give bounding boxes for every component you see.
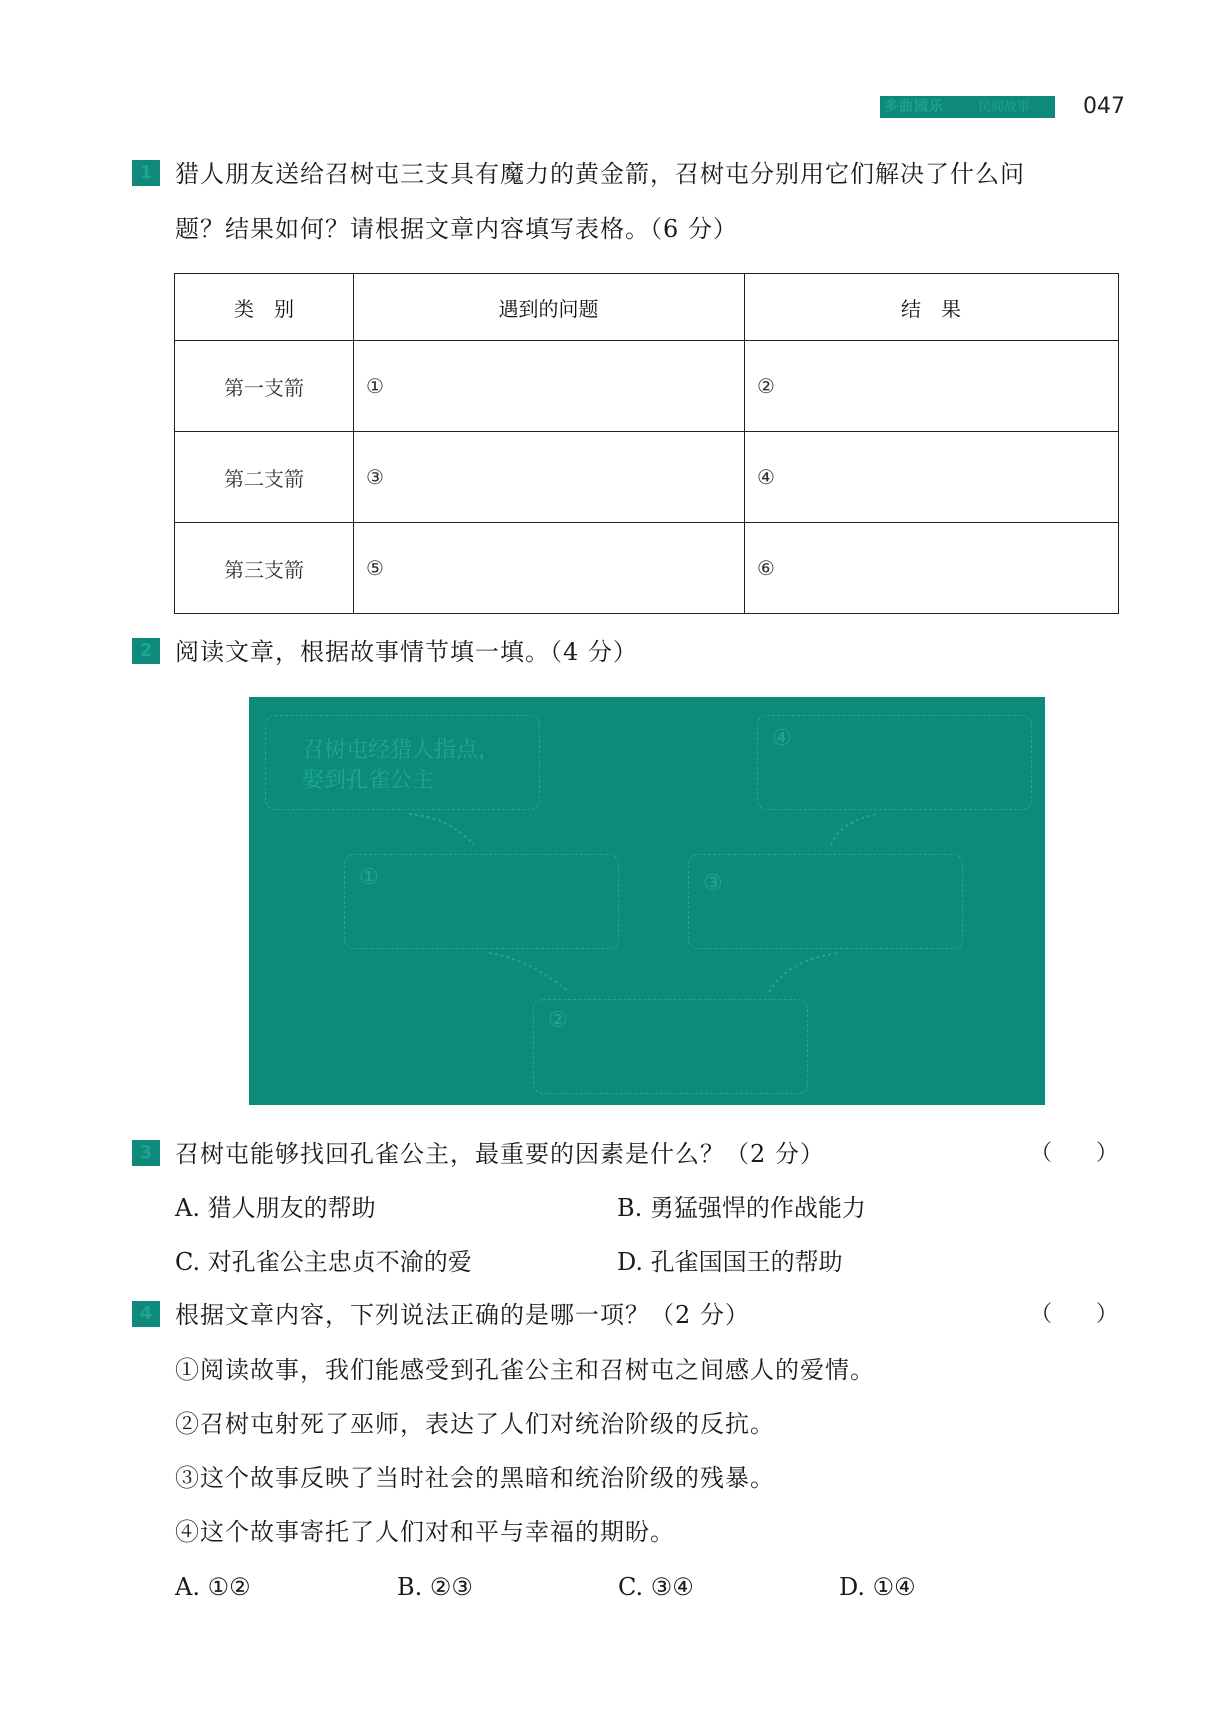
header-result: 结 果 (745, 274, 1119, 341)
table-row (175, 341, 1119, 432)
plot-diagram (249, 697, 1045, 1105)
row-label: 第一支箭 (175, 341, 354, 432)
arrow-2-to-3 (769, 953, 839, 992)
q4-statement-4: ④这个故事寄托了人们对和平与幸福的期盼。 (175, 1518, 675, 1546)
question-number-4: 4 (132, 1301, 160, 1327)
arrow-1-to-2 (489, 953, 569, 992)
diagram-arrows (249, 697, 1045, 1105)
book-title: 多曲园乐 (884, 99, 944, 115)
box-4-number: ④ (772, 726, 792, 751)
q4-answer-paren[interactable]: （ ） (1030, 1302, 1119, 1327)
q3-option-b[interactable]: B. 勇猛强悍的作战能力 (617, 1194, 866, 1222)
q4-option-d[interactable]: D. ①④ (839, 1573, 916, 1601)
box-3-number: ③ (703, 871, 723, 896)
table-row (175, 432, 1119, 523)
start-text-line2: 娶到孔雀公主 (302, 768, 435, 793)
header-category: 类 别 (175, 274, 354, 341)
problem-cell[interactable]: ① (354, 341, 745, 432)
start-text-line1: 召树屯经猎人指点， (302, 738, 501, 763)
q3-answer-paren[interactable]: （ ） (1030, 1141, 1119, 1166)
q3-option-a[interactable]: A. 猎人朋友的帮助 (175, 1194, 376, 1222)
table-row (175, 523, 1119, 614)
q4-option-c[interactable]: C. ③④ (618, 1573, 694, 1601)
q4-statement-2: ②召树屯射死了巫师，表达了人们对统治阶级的反抗。 (175, 1410, 775, 1438)
q3-text: 召树屯能够找回孔雀公主，最重要的因素是什么？（2 分） (175, 1140, 825, 1168)
result-cell[interactable]: ② (745, 341, 1119, 432)
q1-text-line1: 猎人朋友送给召树屯三支具有魔力的黄金箭，召树屯分别用它们解决了什么问 (175, 160, 1025, 188)
q4-option-b[interactable]: B. ②③ (397, 1573, 473, 1601)
result-cell[interactable]: ⑥ (745, 523, 1119, 614)
q4-statement-3: ③这个故事反映了当时社会的黑暗和统治阶级的残暴。 (175, 1464, 775, 1492)
q4-option-a[interactable]: A. ①② (175, 1573, 251, 1601)
result-cell[interactable]: ④ (745, 432, 1119, 523)
question-number-2: 2 (132, 638, 160, 664)
table-header-row (175, 274, 1119, 341)
section-title: 民间故事 (978, 100, 1031, 115)
q4-text: 根据文章内容，下列说法正确的是哪一项？（2 分） (175, 1301, 750, 1329)
q3-option-c[interactable]: C. 对孔雀公主忠贞不渝的爱 (175, 1248, 472, 1276)
q4-statement-1: ①阅读故事，我们能感受到孔雀公主和召树屯之间感人的爱情。 (175, 1356, 875, 1384)
box-2-number: ② (548, 1008, 568, 1033)
arrow-3-to-4 (831, 814, 877, 845)
question-number-1: 1 (132, 160, 160, 186)
row-label: 第二支箭 (175, 432, 354, 523)
q1-text-line2: 题？结果如何？请根据文章内容填写表格。（6 分） (175, 215, 738, 243)
header-problem: 遇到的问题 (354, 274, 745, 341)
row-label: 第三支箭 (175, 523, 354, 614)
q3-option-d[interactable]: D. 孔雀国国王的帮助 (617, 1248, 843, 1276)
arrow-start-to-1 (409, 814, 474, 845)
box-1-number: ① (359, 865, 379, 890)
problem-cell[interactable]: ③ (354, 432, 745, 523)
q2-text: 阅读文章，根据故事情节填一填。（4 分） (175, 638, 638, 666)
question-number-3: 3 (132, 1140, 160, 1166)
answer-table (174, 273, 1119, 614)
page-number: 047 (1083, 94, 1125, 119)
problem-cell[interactable]: ⑤ (354, 523, 745, 614)
